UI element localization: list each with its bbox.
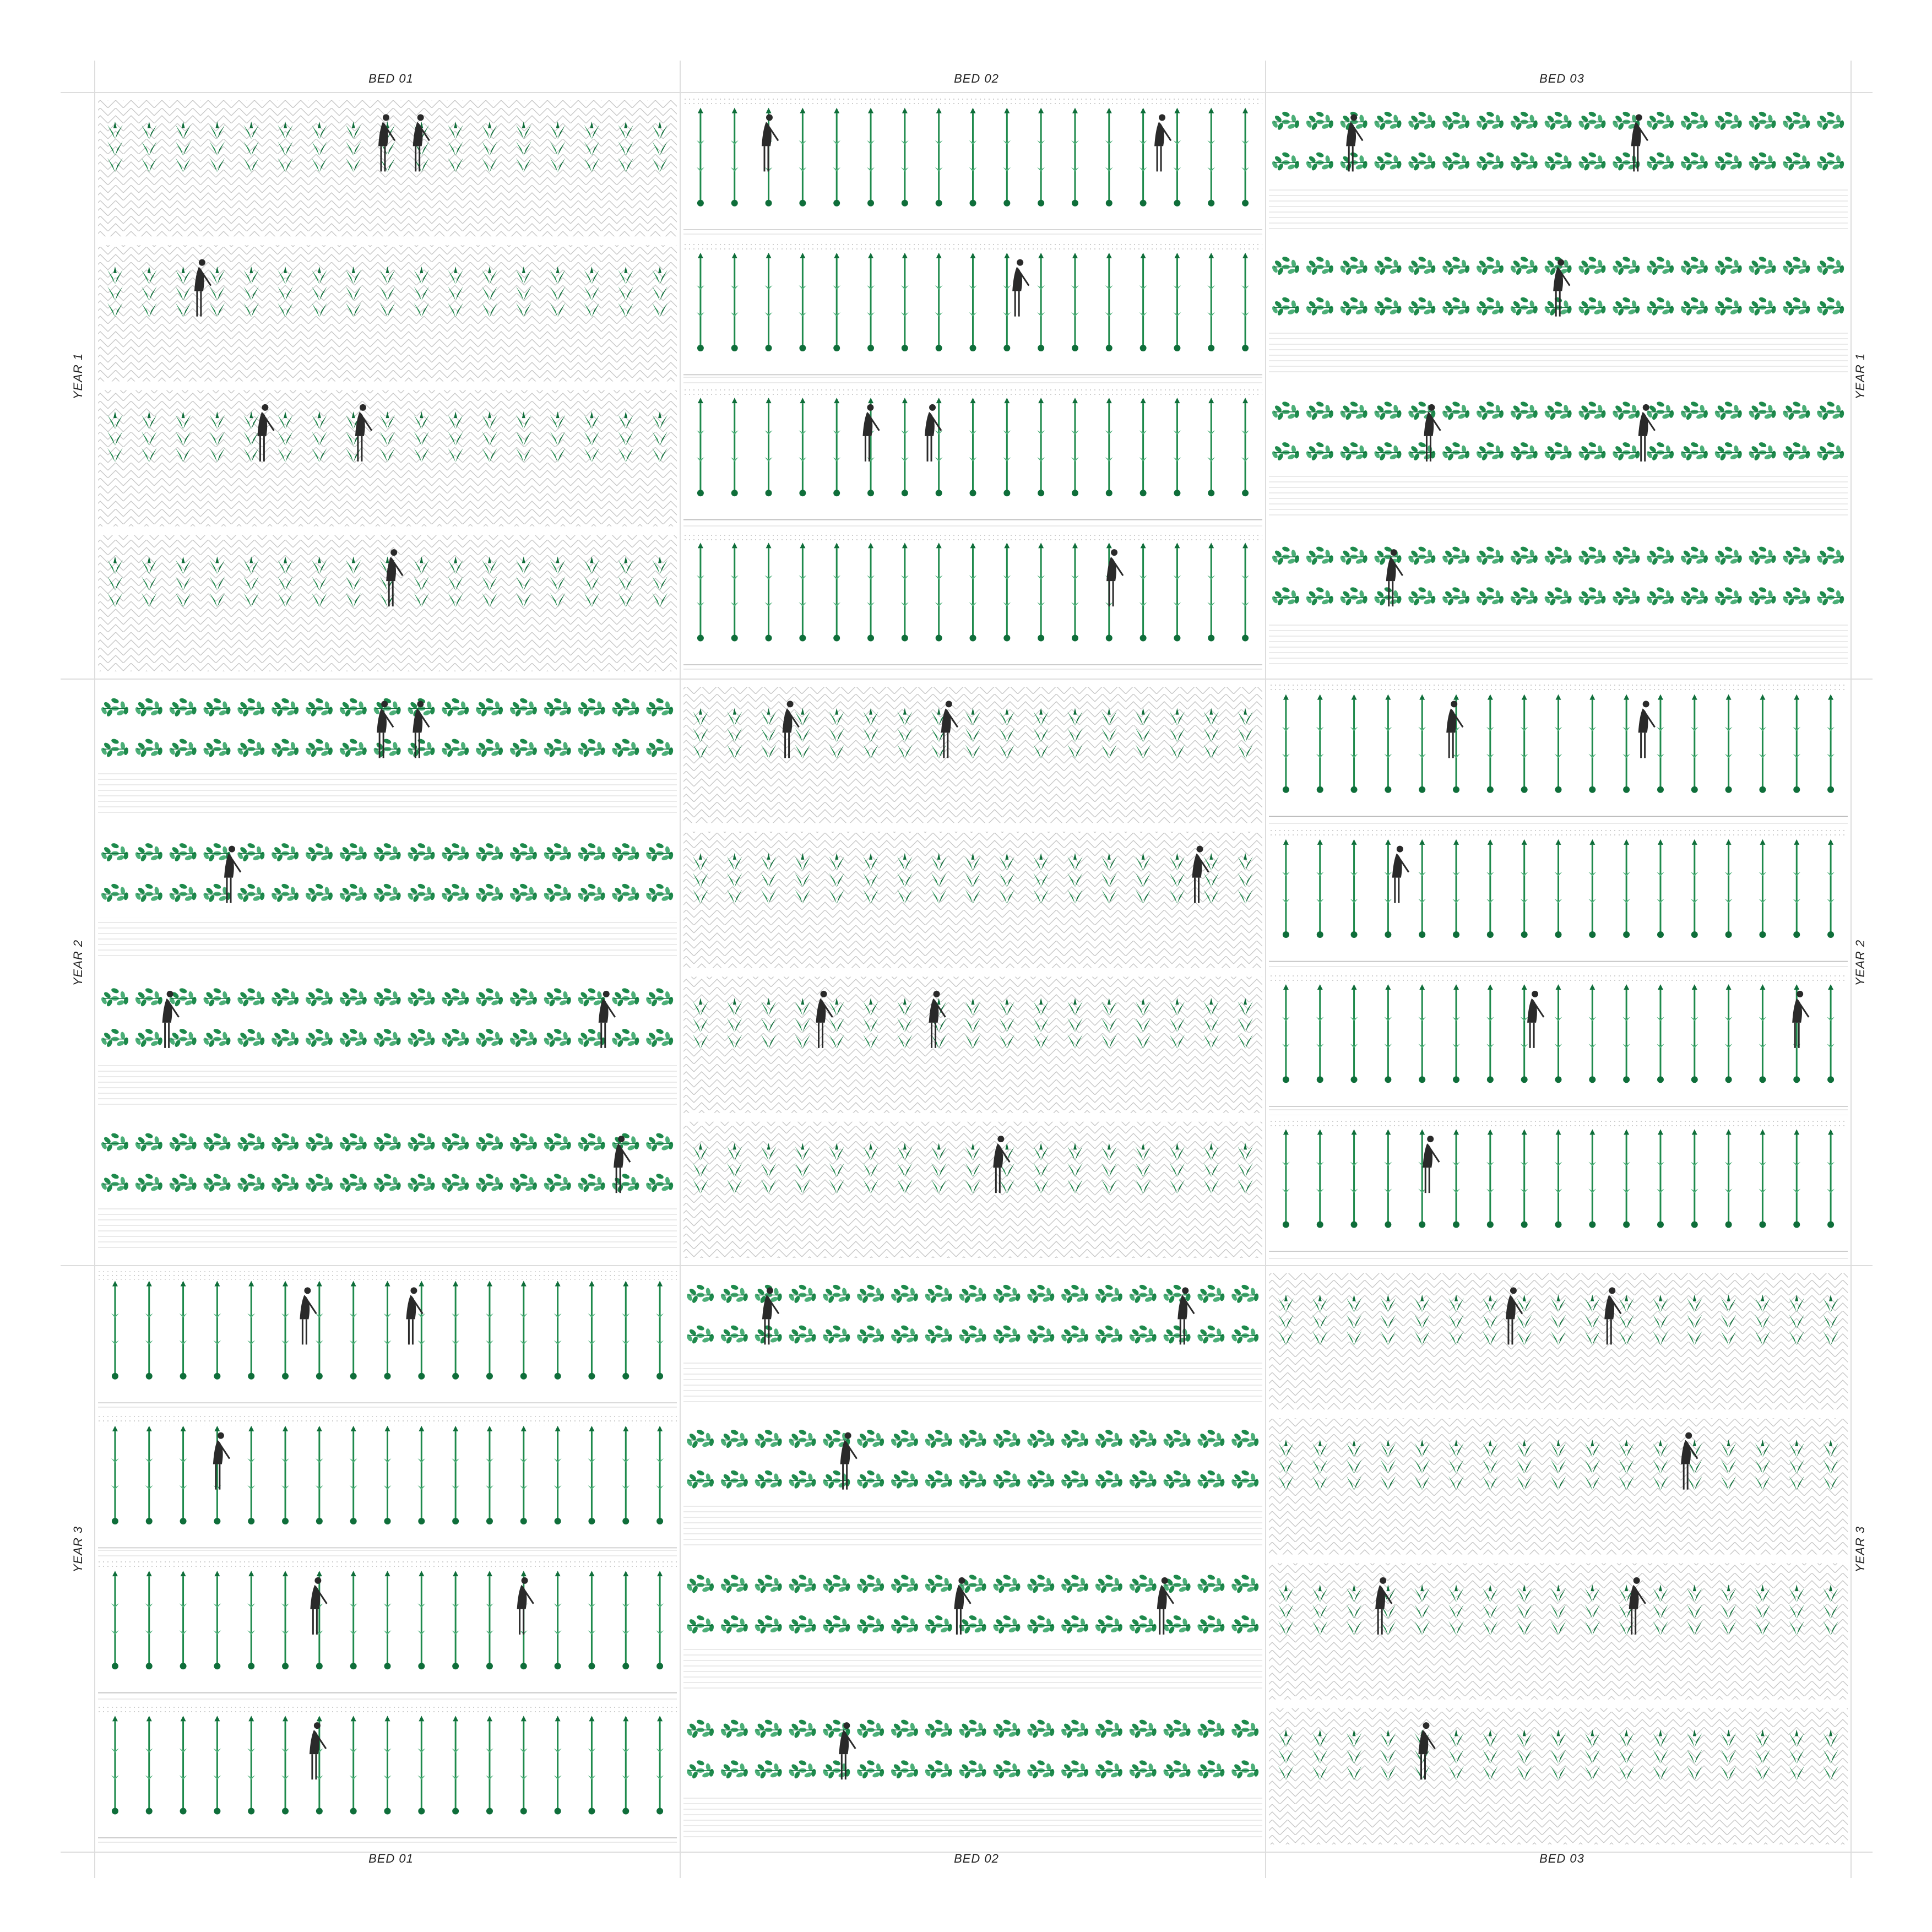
planting-row xyxy=(1269,685,1848,825)
gardener-figure xyxy=(1638,701,1655,758)
column-label-top-bed-01: BED 01 xyxy=(368,72,414,85)
bed-cell-stalk-crop xyxy=(683,98,1262,674)
planting-row xyxy=(683,1719,1262,1837)
planting-row xyxy=(1269,1708,1848,1844)
planting-row xyxy=(98,697,677,816)
row-label-right-year-3: YEAR 3 xyxy=(1853,1526,1868,1573)
gardener-figure xyxy=(762,114,778,171)
bed-cell-stalk-crop xyxy=(1269,685,1848,1260)
column-label-bottom-bed-03: BED 03 xyxy=(1539,1852,1584,1865)
planting-row xyxy=(98,1706,677,1847)
planting-row xyxy=(683,388,1262,529)
planting-row xyxy=(98,987,677,1106)
gardener-figure xyxy=(213,1432,230,1490)
bed-cell-leafy-crop xyxy=(1269,1273,1848,1844)
planting-row xyxy=(1269,256,1848,374)
planting-row xyxy=(1269,1418,1848,1554)
column-label-bottom-bed-02: BED 02 xyxy=(954,1852,999,1865)
planting-row xyxy=(1269,1564,1848,1700)
planting-row xyxy=(98,1416,677,1556)
row-label-right-year-1: YEAR 1 xyxy=(1853,352,1868,400)
planting-row xyxy=(98,1561,677,1702)
planting-row xyxy=(683,1574,1262,1692)
planting-row xyxy=(683,977,1262,1113)
gardener-figure xyxy=(517,1577,534,1635)
planting-row xyxy=(1269,111,1848,229)
gardener-figure xyxy=(1792,991,1809,1048)
gardener-figure xyxy=(1423,1136,1439,1193)
column-label-top-bed-03: BED 03 xyxy=(1539,72,1584,85)
planting-row xyxy=(98,100,677,236)
column-label-bottom-bed-01: BED 01 xyxy=(368,1852,414,1865)
gardener-figure xyxy=(310,1722,326,1779)
planting-row xyxy=(683,243,1262,383)
planting-row xyxy=(683,1284,1262,1402)
row-label-left-year-1: YEAR 1 xyxy=(71,352,85,400)
bed-cell-bushy-crop xyxy=(683,1284,1262,1837)
planting-row xyxy=(1269,1273,1848,1409)
gardener-figure xyxy=(1527,991,1544,1048)
gardener-figure xyxy=(300,1287,316,1344)
bed-cell-stalk-crop xyxy=(98,1271,677,1847)
planting-row xyxy=(683,1429,1262,1547)
bed-cell-leafy-crop xyxy=(98,100,677,671)
planting-row xyxy=(683,1122,1262,1258)
planting-row xyxy=(1269,401,1848,519)
gardener-figure xyxy=(1154,114,1171,171)
gardener-figure xyxy=(1392,846,1409,903)
planting-row xyxy=(98,390,677,527)
planting-row xyxy=(98,842,677,960)
planting-row xyxy=(1269,546,1848,664)
planting-row xyxy=(683,687,1262,823)
planting-row xyxy=(1269,1120,1848,1260)
planting-row xyxy=(1269,975,1848,1115)
planting-row xyxy=(683,832,1262,968)
planting-row xyxy=(98,1271,677,1412)
column-label-top-bed-02: BED 02 xyxy=(954,72,999,85)
planting-row xyxy=(1269,829,1848,970)
row-label-left-year-3: YEAR 3 xyxy=(71,1526,85,1573)
bed-cell-bushy-crop xyxy=(98,697,677,1251)
gardener-figure xyxy=(1012,259,1029,317)
planting-row xyxy=(683,533,1262,674)
gardener-figure xyxy=(1446,701,1463,758)
row-label-left-year-2: YEAR 2 xyxy=(71,939,85,986)
planting-row xyxy=(98,245,677,381)
planting-row xyxy=(98,535,677,671)
row-label-right-year-2: YEAR 2 xyxy=(1853,939,1868,986)
bed-cell-bushy-crop xyxy=(1269,111,1848,664)
bed-cell-leafy-crop xyxy=(683,687,1262,1258)
planting-row xyxy=(98,1132,677,1251)
planting-row xyxy=(683,98,1262,238)
